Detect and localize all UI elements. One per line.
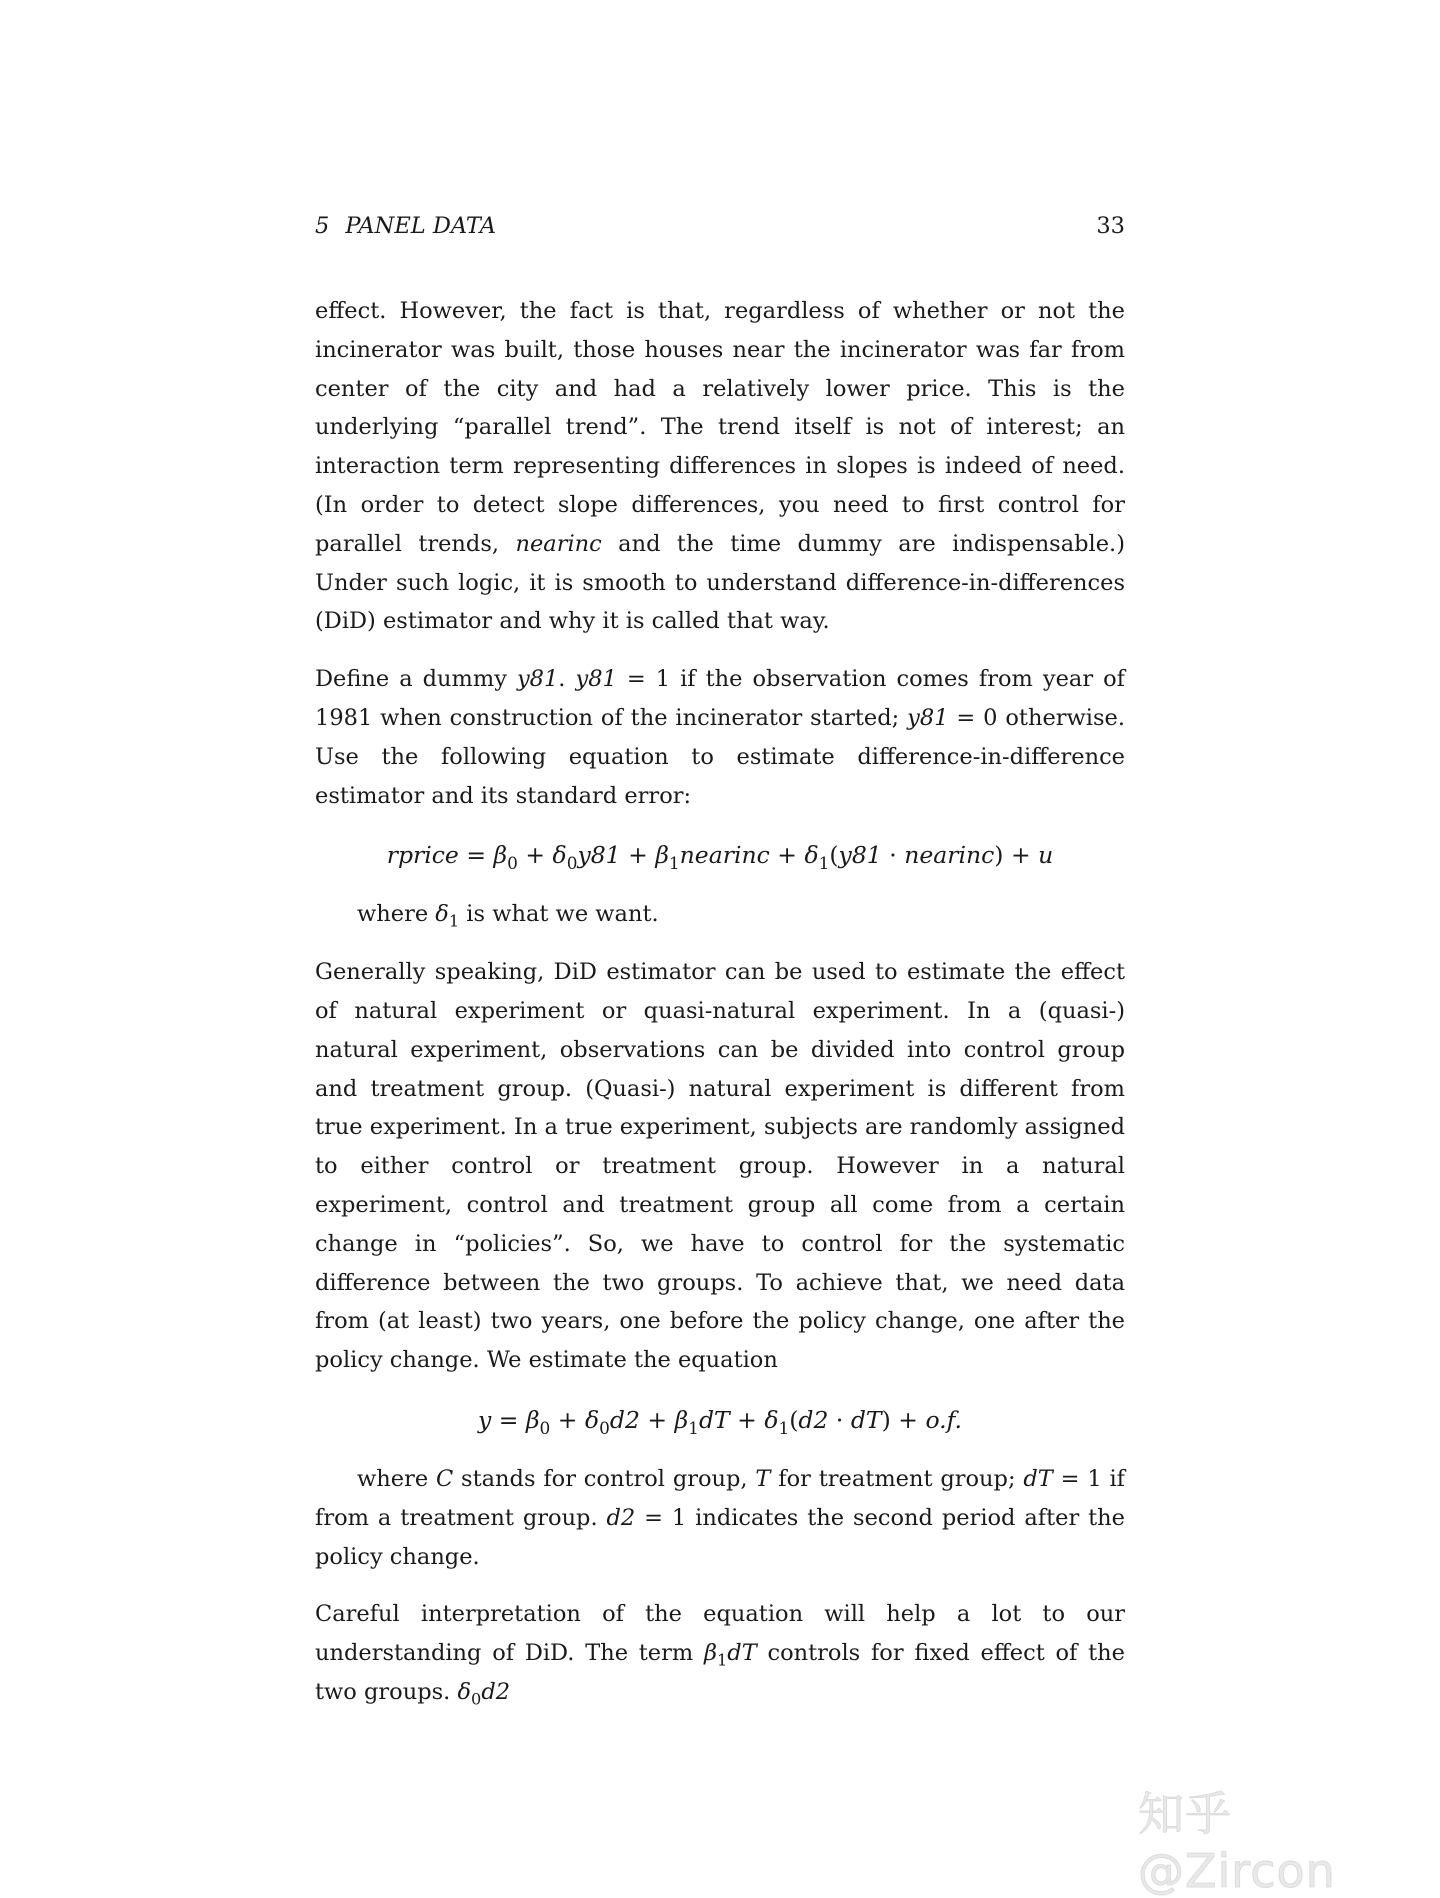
equation-rprice: rprice = $\beta_0 + \delta_0y81$ + $\beta_1nearinc + \delta_1(y81$ · nearinc) + u: [386, 841, 1054, 874]
paragraph-text: .: [558, 666, 576, 693]
running-header: [315, 210, 1125, 242]
paragraph-where-groups: [315, 1460, 1125, 1576]
paragraph-text: for treatment group;: [770, 1465, 1024, 1492]
math-beta: β: [703, 1640, 717, 1667]
math-C: C: [435, 1465, 454, 1492]
paragraph-text: where: [357, 901, 436, 928]
eq-term: nearinc: [679, 841, 770, 870]
paragraph-text: = 0 otherwise. Use the following equation to estimate difference-in-difference estimator and its standard error:: [315, 704, 1125, 809]
eq-term: u: [1038, 841, 1054, 870]
paragraph-text: and the time dummy are indispensable.) Under such logic, it is smooth to understand difference-in-differences (DiD) estimator and why it is called that way.: [315, 530, 1125, 635]
paragraph-natural-experiment: [315, 953, 1125, 1380]
paragraph-text: controls for fixed effect of the two groups.: [315, 1640, 1125, 1705]
math-subscript: 0: [471, 1689, 482, 1709]
page-number: 33: [1096, 213, 1125, 239]
paragraph-text: stands for control group,: [453, 1465, 756, 1492]
paragraph-text: where: [357, 1465, 436, 1492]
paragraph-text: Generally speaking, DiD estimator can be used to estimate the effect of natural experiment or quasi-natural experiment. In a (quasi-) natural experiment, observations can be divided into control group and treatment group. (Quasi-) natural experiment is different from true experiment. In a true experiment, subjects are randomly assigned to either control or treatment group. However in a natural experiment, control and treatment group all come from a certain change in “policies”. So, we have to control for the systematic difference between the two groups. To achieve that, we need data from (at least) two years, one before the policy change, one after the policy change. We estimate the equation: [315, 959, 1125, 1374]
eq-term: β: [655, 841, 669, 870]
eq-term: nearinc: [904, 841, 995, 870]
section-title: PANEL DATA: [345, 213, 496, 239]
body-text: [315, 292, 1125, 1712]
eq-term: δ: [764, 1405, 779, 1434]
eq-subscript: 0: [539, 1417, 551, 1438]
math-y81: y81: [575, 666, 617, 693]
eq-term: d2: [609, 1405, 640, 1434]
math-delta: δ: [435, 901, 449, 928]
equation-did: $y = \beta_0 + \delta_0d2 + \beta_1dT + \delta_1(d2 \cdot dT) + o.f$.: [478, 1405, 962, 1438]
eq-term: δ: [552, 841, 567, 870]
eq-term: dT: [850, 1405, 882, 1434]
eq-term: δ: [804, 841, 819, 870]
eq-subscript: 0: [599, 1417, 610, 1438]
paragraph-text: = 1 if the observation comes from year of 1981 when construction of the incinerator started;: [315, 666, 1125, 731]
paragraph-text: = 1 if from a treatment group.: [315, 1465, 1126, 1531]
math-y81: y81: [907, 704, 949, 731]
eq-subscript: 0: [566, 853, 578, 874]
paragraph-text: Define a dummy: [315, 666, 517, 693]
watermark: 知乎 @Zircon: [1138, 1787, 1336, 1898]
math-subscript: 1: [716, 1650, 728, 1670]
math-dT: dT: [1023, 1465, 1053, 1492]
paragraph-where-delta: [315, 895, 1125, 934]
eq-term: y81: [838, 841, 882, 870]
math-d2: d2: [481, 1678, 511, 1705]
eq-term: β: [674, 1405, 689, 1434]
section-number: 5: [315, 213, 330, 239]
eq-term: rprice: [386, 841, 459, 870]
paragraph-interpretation: [315, 1595, 1125, 1711]
paragraph-text: effect. However, the fact is that, regardless of whether or not the incinerator was built, those houses near the incinerator was far from center of the city and had a relatively lower price. This is the underlying “parallel trend”. The trend itself is not of interest; an interaction term representing differences in slopes is indeed of need. (In order to detect slope differences, you need to first control for parallel trends,: [315, 298, 1125, 557]
eq-term: β: [525, 1405, 540, 1434]
math-y81: y81: [516, 666, 559, 693]
eq-subscript: 0: [507, 853, 518, 874]
math-T: T: [755, 1465, 771, 1492]
math-delta: δ: [457, 1678, 471, 1705]
paragraph-parallel-trend: [315, 292, 1125, 641]
paragraph-text: is what we want.: [459, 901, 659, 928]
eq-term: β: [493, 841, 508, 870]
eq-term: o.f.: [925, 1405, 962, 1434]
eq-term: dT: [698, 1405, 730, 1434]
math-dT: dT: [727, 1640, 757, 1667]
eq-term: d2: [798, 1405, 829, 1434]
paragraph-text: Careful interpretation of the equation will help a lot to our understanding of DiD. The term: [315, 1601, 1125, 1667]
paragraph-text: = 1 indicates the second period after the policy change.: [315, 1504, 1125, 1570]
eq-term: y81: [577, 841, 621, 870]
eq-term: y: [478, 1405, 492, 1434]
eq-subscript: 1: [668, 853, 680, 874]
math-d2: d2: [606, 1504, 636, 1531]
eq-subscript: 1: [688, 1417, 699, 1438]
paragraph-define-dummy: [315, 660, 1125, 815]
eq-term: δ: [584, 1405, 600, 1434]
eq-subscript: 1: [778, 1417, 790, 1438]
math-nearinc: nearinc: [515, 530, 602, 557]
math-subscript: 1: [448, 912, 460, 932]
eq-subscript: 1: [818, 853, 830, 874]
